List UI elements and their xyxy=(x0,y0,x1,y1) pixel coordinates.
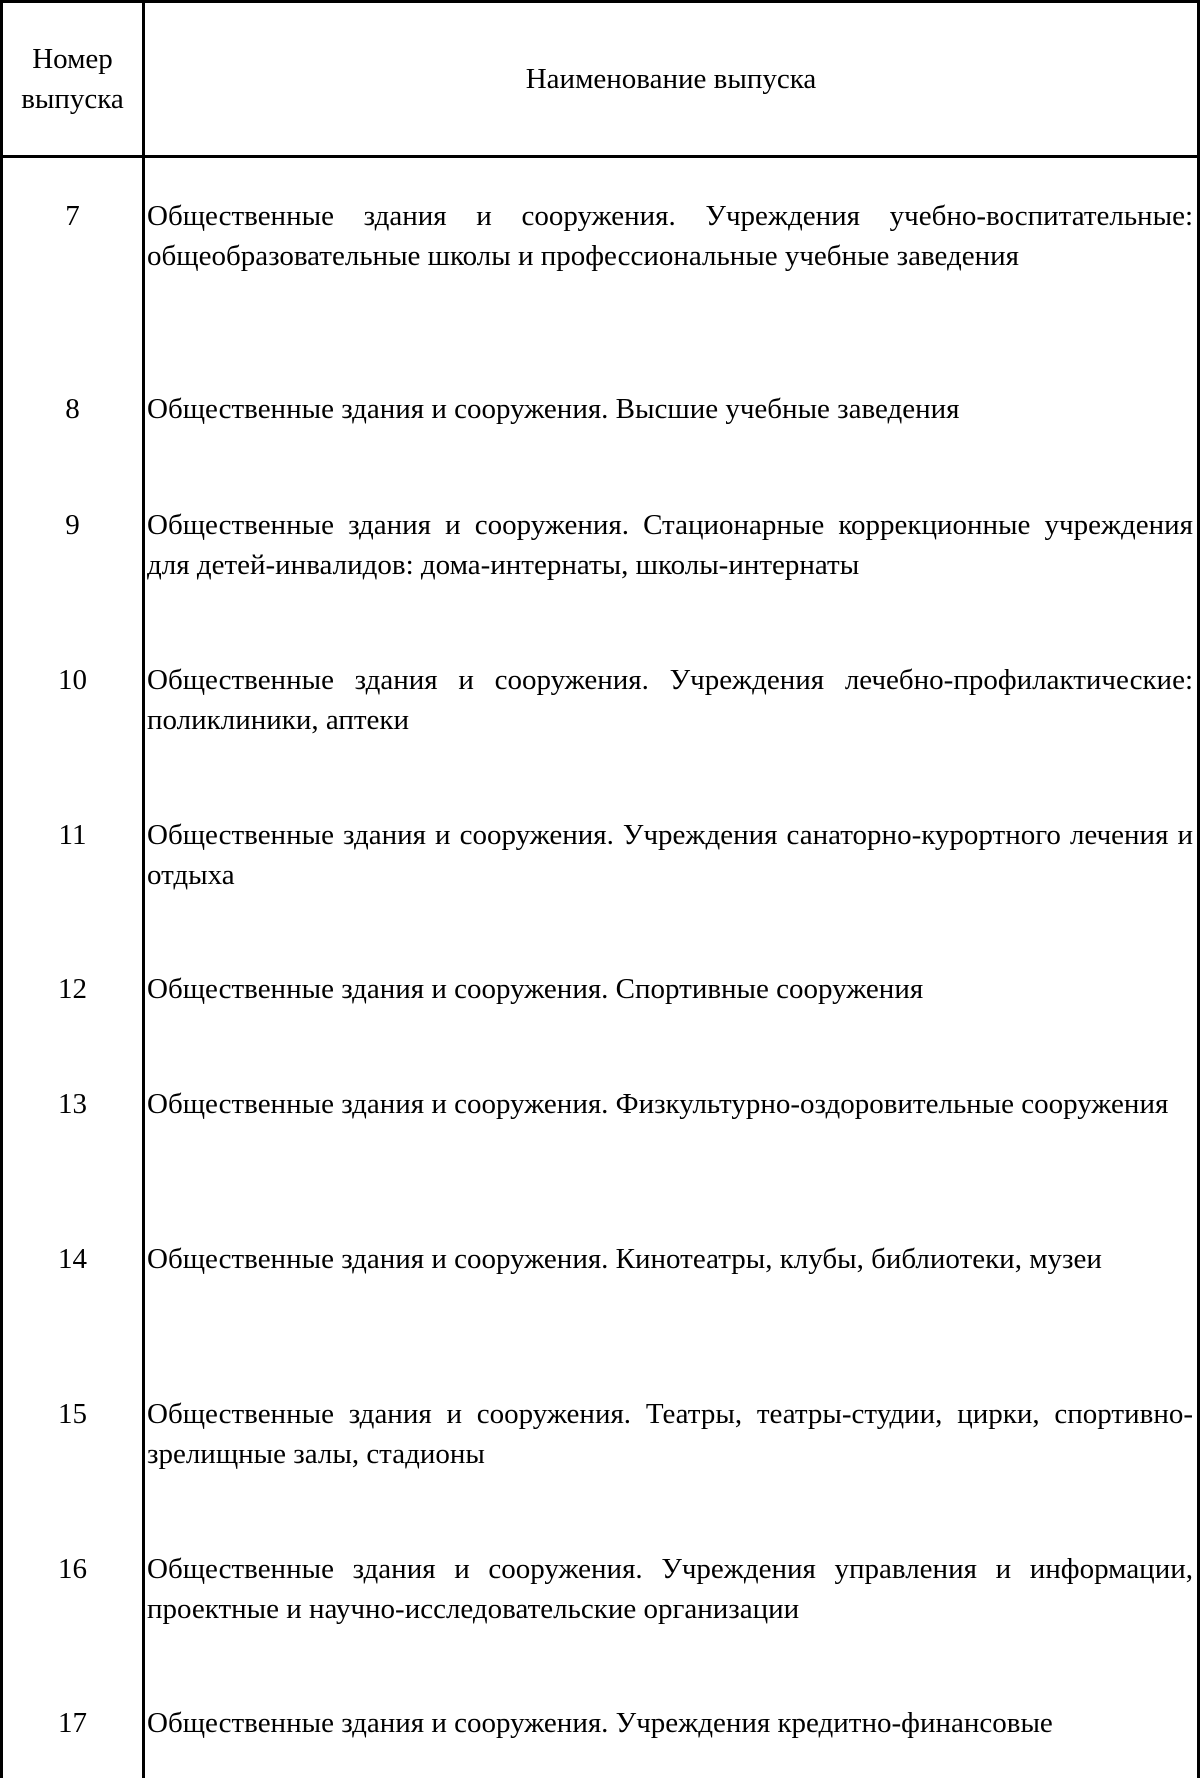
header-name-column: Наименование выпуска xyxy=(525,62,817,95)
header-number-column: Номер выпуска xyxy=(21,43,124,115)
column-divider xyxy=(142,0,145,1778)
issue-title: Общественные здания и сооружения. Учреждения управления и информации, проектные и научно-исследовательские организации xyxy=(147,1553,1193,1625)
issue-title: Общественные здания и сооружения. Театры, театры-студии, цирки, спортивно-зрелищные залы, стадионы xyxy=(147,1398,1193,1470)
issue-title: Общественные здания и сооружения. Учреждения санаторно-курортного лечения и отдыха xyxy=(147,819,1193,891)
issue-number: 7 xyxy=(65,200,80,232)
table-border-left xyxy=(0,0,3,1778)
issue-title: Общественные здания и сооружения. Высшие учебные заведения xyxy=(147,393,960,425)
issue-title: Общественные здания и сооружения. Учреждения лечебно-профилактические: поликлиники, аптеки xyxy=(147,664,1193,736)
header-divider xyxy=(0,155,1200,158)
issue-number: 15 xyxy=(58,1398,87,1430)
issue-title: Общественные здания и сооружения. Спортивные сооружения xyxy=(147,973,924,1005)
issue-number: 8 xyxy=(65,393,80,425)
issue-title: Общественные здания и сооружения. Учреждения учебно-воспитательные: общеобразовательные школы и профессиональные учебные заведения xyxy=(147,200,1193,272)
issue-number: 14 xyxy=(58,1243,87,1275)
issue-number: 17 xyxy=(58,1707,87,1739)
issue-title: Общественные здания и сооружения. Учреждения кредитно-финансовые xyxy=(147,1707,1053,1739)
issue-number: 11 xyxy=(58,819,87,851)
issue-title: Общественные здания и сооружения. Физкультурно-оздоровительные сооружения xyxy=(147,1088,1169,1120)
issue-title: Общественные здания и сооружения. Кинотеатры, клубы, библиотеки, музеи xyxy=(147,1243,1102,1275)
issue-number: 9 xyxy=(65,509,80,541)
issue-number: 13 xyxy=(58,1088,87,1120)
issue-number: 10 xyxy=(58,664,87,696)
issue-number: 12 xyxy=(58,973,87,1005)
issue-title: Общественные здания и сооружения. Стационарные коррекционные учреждения для детей-инвалидов: дома-интернаты, школы-интернаты xyxy=(147,509,1193,581)
issue-number: 16 xyxy=(58,1553,87,1585)
